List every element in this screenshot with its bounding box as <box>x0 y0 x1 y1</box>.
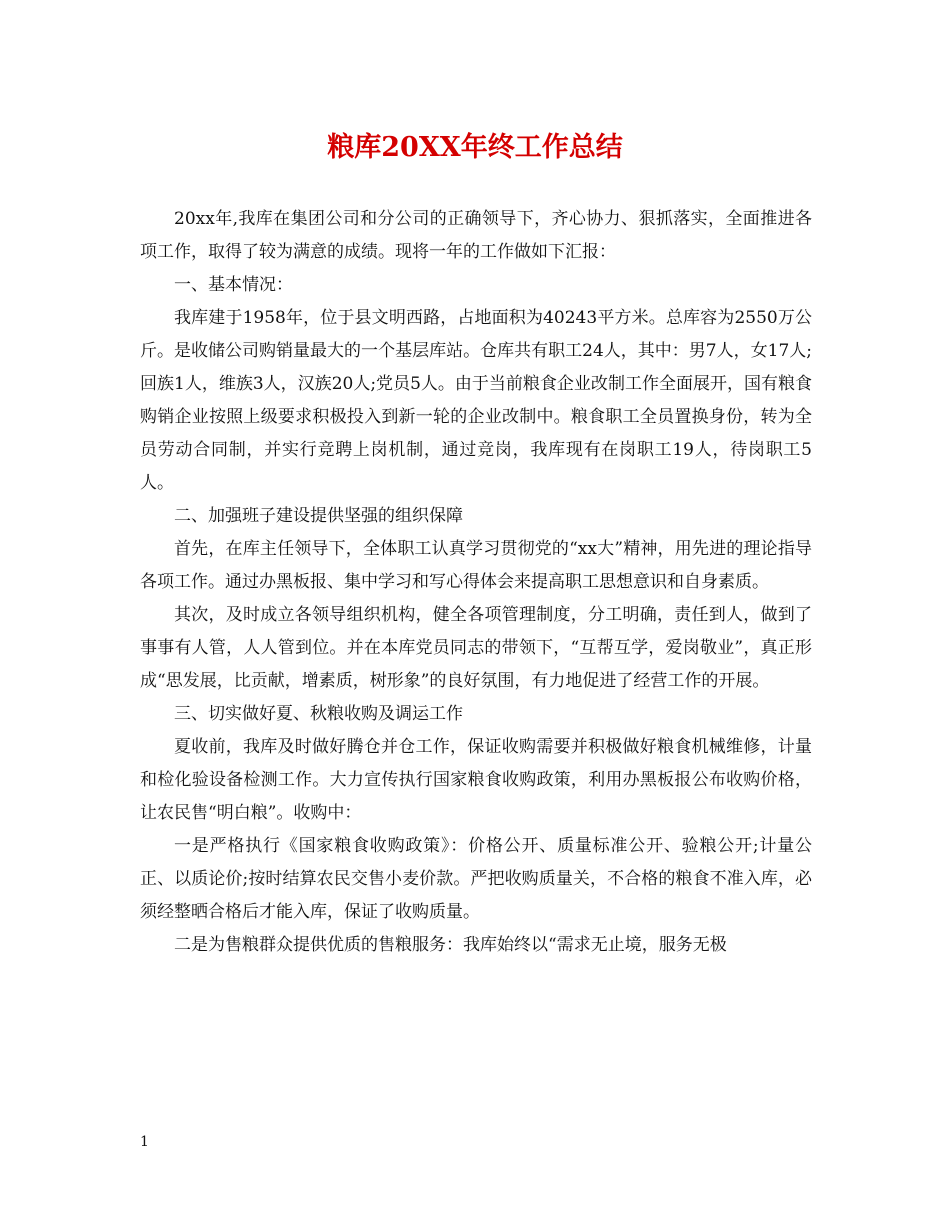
page-number: 1 <box>140 1134 149 1150</box>
paragraph-intro: 20xx年,我库在集团公司和分公司的正确领导下，齐心协力、狠抓落实，全面推进各项工作，取得了较为满意的成绩。现将一年的工作做如下汇报： <box>140 209 812 262</box>
paragraph-firstly: 首先，在库主任领导下，全体职工认真学习贯彻党的“xx大”精神，用先进的理论指导各项工作。通过办黑板报、集中学习和写心得体会来提高职工思想意识和自身素质。 <box>140 539 812 592</box>
paragraph-point-two: 二是为售粮群众提供优质的售粮服务：我库始终以“需求无止境，服务无极 <box>174 935 727 955</box>
document-body <box>140 203 812 962</box>
section-heading-team-building: 二、加强班子建设提供坚强的组织保障 <box>174 506 463 526</box>
paragraph-before-summer-harvest: 夏收前，我库及时做好腾仓并仓工作，保证收购需要并积极做好粮食机械维修，计量和检化验设备检测工作。大力宣传执行国家粮食收购政策，利用办黑板报公布收购价格，让农民售“明白粮”。收购中： <box>140 737 812 823</box>
paragraph-secondly: 其次，及时成立各领导组织机构，健全各项管理制度，分工明确，责任到人，做到了事事有人管，人人管到位。并在本库党员同志的带领下，“互帮互学，爱岗敬业”，真正形成“思发展，比贡献，增素质，树形象”的良好氛围，有力地促进了经营工作的开展。 <box>140 605 812 691</box>
section-heading-basic-situation: 一、基本情况： <box>174 275 293 295</box>
document-title: 粮库20XX年终工作总结 <box>327 132 623 163</box>
paragraph-basic-situation: 我库建于1958年，位于县文明西路，占地面积为40243平方米。总库容为2550万公斤。是收储公司购销量最大的一个基层库站。仓库共有职工24人，其中：男7人，女17人;回族1人，维族3人，汉族20人;党员5人。由于当前粮食企业改制工作全面展开，国有粮食购销企业按照上级要求积极投入到新一轮的企业改制中。粮食职工全员置换身份，转为全员劳动合同制，并实行竞聘上岗机制，通过竞岗，我库现有在岗职工19人，待岗职工5人。 <box>140 308 812 493</box>
section-heading-grain-purchase: 三、切实做好夏、秋粮收购及调运工作 <box>174 704 463 724</box>
paragraph-point-one: 一是严格执行《国家粮食收购政策》：价格公开、质量标准公开、验粮公开;计量公正、以质论价;按时结算农民交售小麦价款。严把收购质量关，不合格的粮食不准入库，必须经整晒合格后才能入库，保证了收购质量。 <box>140 836 812 922</box>
